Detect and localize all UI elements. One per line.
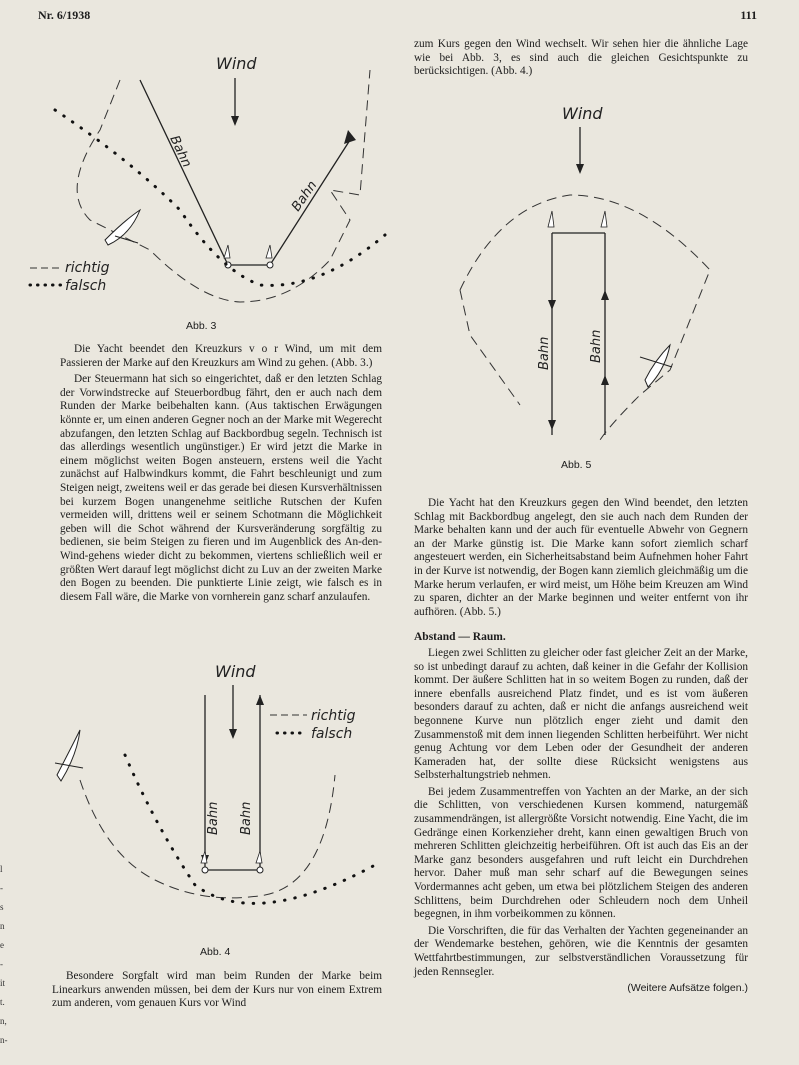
fig4-legend-falsch: falsch bbox=[311, 726, 353, 742]
margin-fragment: n bbox=[0, 921, 5, 931]
fig4-bahn-label-2: Bahn bbox=[239, 801, 254, 835]
paragraph: Besondere Sorgfalt wird man beim Runden der Marke beim Linearkurs anwenden müssen, bei dem der Kurs nur von einem Extrem zum anderen, vom genauen Kurs vor Wind bbox=[52, 970, 382, 1010]
fig3-legend-richtig: richtig bbox=[65, 260, 110, 276]
issue-number: Nr. 6/1938 bbox=[38, 8, 91, 22]
margin-fragment: - bbox=[0, 883, 3, 893]
figure-5 bbox=[440, 95, 730, 455]
paragraph: Die Yacht hat den Kreuzkurs gegen den Wind beendet, den letzten Schlag mit Backbordbug angelegt, den sie auch nach dem Runden der Marke behalten kann und der auch für eventuelle Abwehr von Gegnern an der Marke günstig ist. Die Marke kann sofort ziemlich scharf angesteuert werden, ein Sicherheitsabstand beim Aufnehmen hoher Fahrt in der Kurve ist notwendig, der Bogen kann ziemlich gleichmäßig um die Marke herum verlaufen, er wird meist, um Höhe beim Kreuzen am Wind zu sparen, dichter an der Marke beginnen und weiter entfernt von ihr aufhören. (Abb. 5.) bbox=[414, 497, 748, 618]
paragraph: Liegen zwei Schlitten zu gleicher oder fast gleicher Zeit an der Marke, so ist unbedingt darauf zu achten, daß keiner in die Gefahr der Kollision kommt. Der äußere Schlitten hat in so weitem Bogen zu runden, daß der innere ebenfalls ausreichend Platz findet, und es ist vom äußeren besonders darauf zu achten, daß er nicht die anfangs ausreichend weit begonnene Kurve nun plötzlich enger zieht und damit den Zusammenstoß mit dem innen liegenden Schlitten herbeiführt. Wer nicht genug Achtung vor dem Leben oder der Gesundheit der anderen Kameraden hat, der sollte diese Rücksicht wenigstens aus Selbsterhaltungstrieb nehmen. bbox=[414, 646, 748, 782]
fig3-bahn-label-2: Bahn bbox=[288, 178, 321, 215]
fig4-bahn-label-1: Bahn bbox=[206, 801, 221, 835]
section-heading: Abstand — Raum. bbox=[414, 631, 506, 644]
margin-fragment: s bbox=[0, 902, 4, 912]
margin-fragment: e bbox=[0, 940, 4, 950]
right-column-top bbox=[414, 38, 748, 82]
fig5-bahn-label-1: Bahn bbox=[537, 336, 552, 370]
margin-fragment: - bbox=[0, 959, 3, 969]
fig3-wind-label: Wind bbox=[216, 54, 257, 73]
left-column-top bbox=[60, 343, 382, 607]
margin-fragment: l bbox=[0, 864, 3, 874]
figure-4-caption: Abb. 4 bbox=[200, 946, 231, 958]
left-column-bottom bbox=[52, 970, 382, 1014]
figure-3 bbox=[30, 40, 400, 315]
figure-5-diagram bbox=[440, 95, 730, 455]
paragraph: Der Steuermann hat sich so eingerichtet, daß er den letzten Schlag der Vorwindstrecke auf Steuerbordbug fährt, den er auch nach dem Runden der Marke beibehalten kann. (Aus taktischen Erwägungen könnte er, um einen anderen Gegner noch an der Marke mit Wegerecht abzufangen, den letzten Schlag auf Backbordbug segeln. Technisch ist das allerdings wesentlich ungünstiger.) Er wird jetzt die Marke in einem möglichst weiten Bogen ansteuern, erstens weil die Yacht zunächst auf Halbwindkurs kommt, die Fahrt beschleunigt und zum Steigen neigt, zweitens weil er das gerade bei diesen Kursverhältnissen bei kurzem Bogen unangenehme seitliche Rutschen der Kufen vermeiden will, drittens weil er seinem Schotmann die Möglichkeit geben will die Schot während der Kursveränderung sorgfältig zu bedienen, sie beim Steigen zu fieren und im Augenblick des An-den-Wind-gehens wieder dicht zu bekommen, viertens schließlich weil er größten Wert darauf legt möglichst dicht zu Luv an der zweiten Marke den Bogen zu beenden. Die punktierte Linie zeigt, wie falsch es in diesem Fall wäre, die Marke von vornherein ganz scharf anzulaufen. bbox=[60, 373, 382, 603]
fig3-bahn-label-1: Bahn bbox=[166, 133, 195, 170]
fig5-bahn-label-2: Bahn bbox=[589, 329, 604, 363]
right-column-bottom bbox=[414, 497, 748, 996]
page-number: 111 bbox=[740, 8, 757, 22]
paragraph: Die Vorschriften, die für das Verhalten der Yachten gegeneinander an der Wendemarke bestehen, gehören, wie die Kenntnis der gesamten Wettfahrtbestimmungen, zur selbstverständlichen Voraussetzung für jeden Rennsegler. bbox=[414, 924, 748, 978]
fig4-wind-label: Wind bbox=[215, 662, 256, 681]
paragraph: Bei jedem Zusammentreffen von Yachten an der Marke, an der sich die Schlitten, von verschiedenen Kursen kommend, naturgemäß zusammendrängen, ist allergrößte Vorsicht notwendig. Eine Yacht, die im Gedränge einen Korkenzieher dreht, kann einen gewaltigen Bruch von mehreren Schlitten gleichzeitig herbeiführen. Oft ist auch das Eis an der Marke ganz besonders ausgefahren und ruft leicht ein Durchdrehen hervor. Daher muß man sehr scharf auf die Bewegungen seines Vordermannes acht geben, um etwa bei plötzlichem Steigen des anderen Schlittens, beim Durchdrehen oder Schleudern noch dem Unheil begegnen, in ihm vorbeikommen zu können. bbox=[414, 785, 748, 921]
figure-3-caption: Abb. 3 bbox=[186, 320, 217, 332]
figure-5-caption: Abb. 5 bbox=[561, 459, 592, 471]
margin-fragment: n, bbox=[0, 1016, 7, 1026]
margin-fragments bbox=[0, 860, 12, 1050]
paragraph: Die Yacht beendet den Kreuzkurs v o r Wind, um mit dem Passieren der Marke auf den Kreuzkurs am Wind zu gehen. (Abb. 3.) bbox=[60, 343, 382, 369]
page-header bbox=[38, 8, 757, 28]
figure-4 bbox=[45, 655, 375, 935]
paragraph: zum Kurs gegen den Wind wechselt. Wir sehen hier die ähnliche Lage wie bei Abb. 3, es sind auch die gleichen Gesichtspunkte zu berücksichtigen. (Abb. 4.) bbox=[414, 38, 748, 78]
margin-fragment: n- bbox=[0, 1035, 8, 1045]
margin-fragment: t. bbox=[0, 997, 5, 1007]
figure-3-diagram bbox=[30, 40, 400, 315]
margin-fragment: it bbox=[0, 978, 6, 988]
fig3-legend-falsch: falsch bbox=[65, 278, 107, 294]
continuation-note: (Weitere Aufsätze folgen.) bbox=[627, 982, 748, 995]
figure-4-diagram bbox=[45, 655, 375, 935]
fig5-wind-label: Wind bbox=[562, 104, 603, 123]
fig4-legend-richtig: richtig bbox=[311, 708, 356, 724]
